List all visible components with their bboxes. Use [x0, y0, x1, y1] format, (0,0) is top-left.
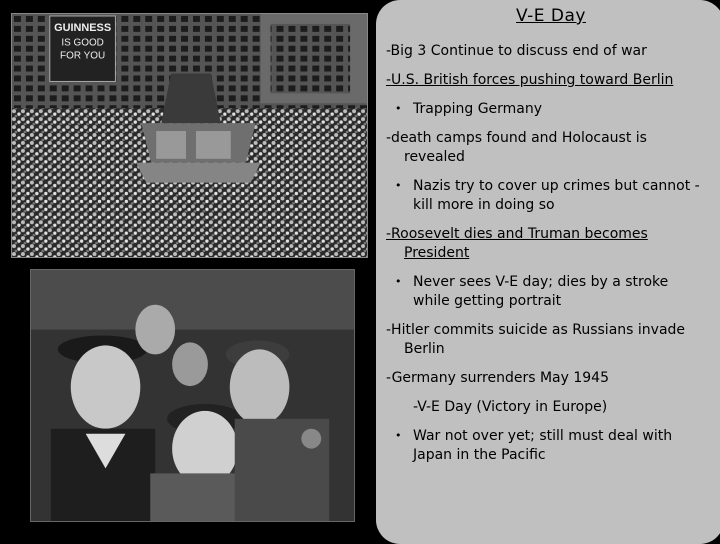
point-text: -U.S. British forces pushing toward Berlin	[386, 72, 674, 88]
point-roosevelt-dies	[386, 225, 708, 263]
sign-line-1: GUINNESS	[54, 21, 112, 34]
bullet-never-sees-ve-day	[386, 273, 708, 311]
sign-line-3: FOR YOU	[60, 50, 106, 62]
point-hitler-suicide	[386, 321, 708, 359]
point-big-three	[386, 42, 708, 61]
point-text: -V-E Day (Victory in Europe)	[413, 399, 608, 415]
point-death-camps	[386, 129, 708, 167]
bullet-text: War not over yet; still must deal with Japan in the Pacific	[413, 428, 673, 463]
crowd-photo	[11, 13, 368, 258]
point-text: -Roosevelt dies and Truman becomes President	[386, 226, 648, 261]
sign-line-2: IS GOOD	[61, 37, 104, 49]
bullet-text: Nazis try to cover up crimes but cannot - kill more in doing so	[413, 178, 700, 213]
bullet-text: Trapping Germany	[413, 101, 543, 117]
slide-title: V-E Day	[516, 6, 586, 26]
bullet-icon: •	[395, 102, 402, 115]
point-forces-berlin	[386, 71, 708, 90]
point-germany-surrenders	[386, 369, 708, 388]
point-text: -Big 3 Continue to discuss end of war	[386, 43, 647, 59]
bullet-nazis-cover-up	[386, 177, 708, 215]
bullet-icon: •	[395, 275, 402, 288]
crowd-photo-image	[12, 14, 367, 257]
text-panel	[376, 0, 720, 544]
point-text: -death camps found and Holocaust is revealed	[386, 130, 647, 165]
bullet-icon: •	[395, 179, 402, 192]
bullet-war-not-over	[386, 427, 708, 465]
celebration-photo-image	[31, 270, 354, 521]
bullet-icon: •	[395, 429, 402, 442]
bullet-trapping-germany	[386, 100, 708, 119]
bullet-text: Never sees V-E day; dies by a stroke while getting portrait	[413, 274, 669, 309]
point-text: -Germany surrenders May 1945	[386, 370, 609, 386]
celebration-photo	[30, 269, 355, 522]
point-ve-day	[386, 398, 708, 417]
point-text: -Hitler commits suicide as Russians invade Berlin	[386, 322, 686, 357]
